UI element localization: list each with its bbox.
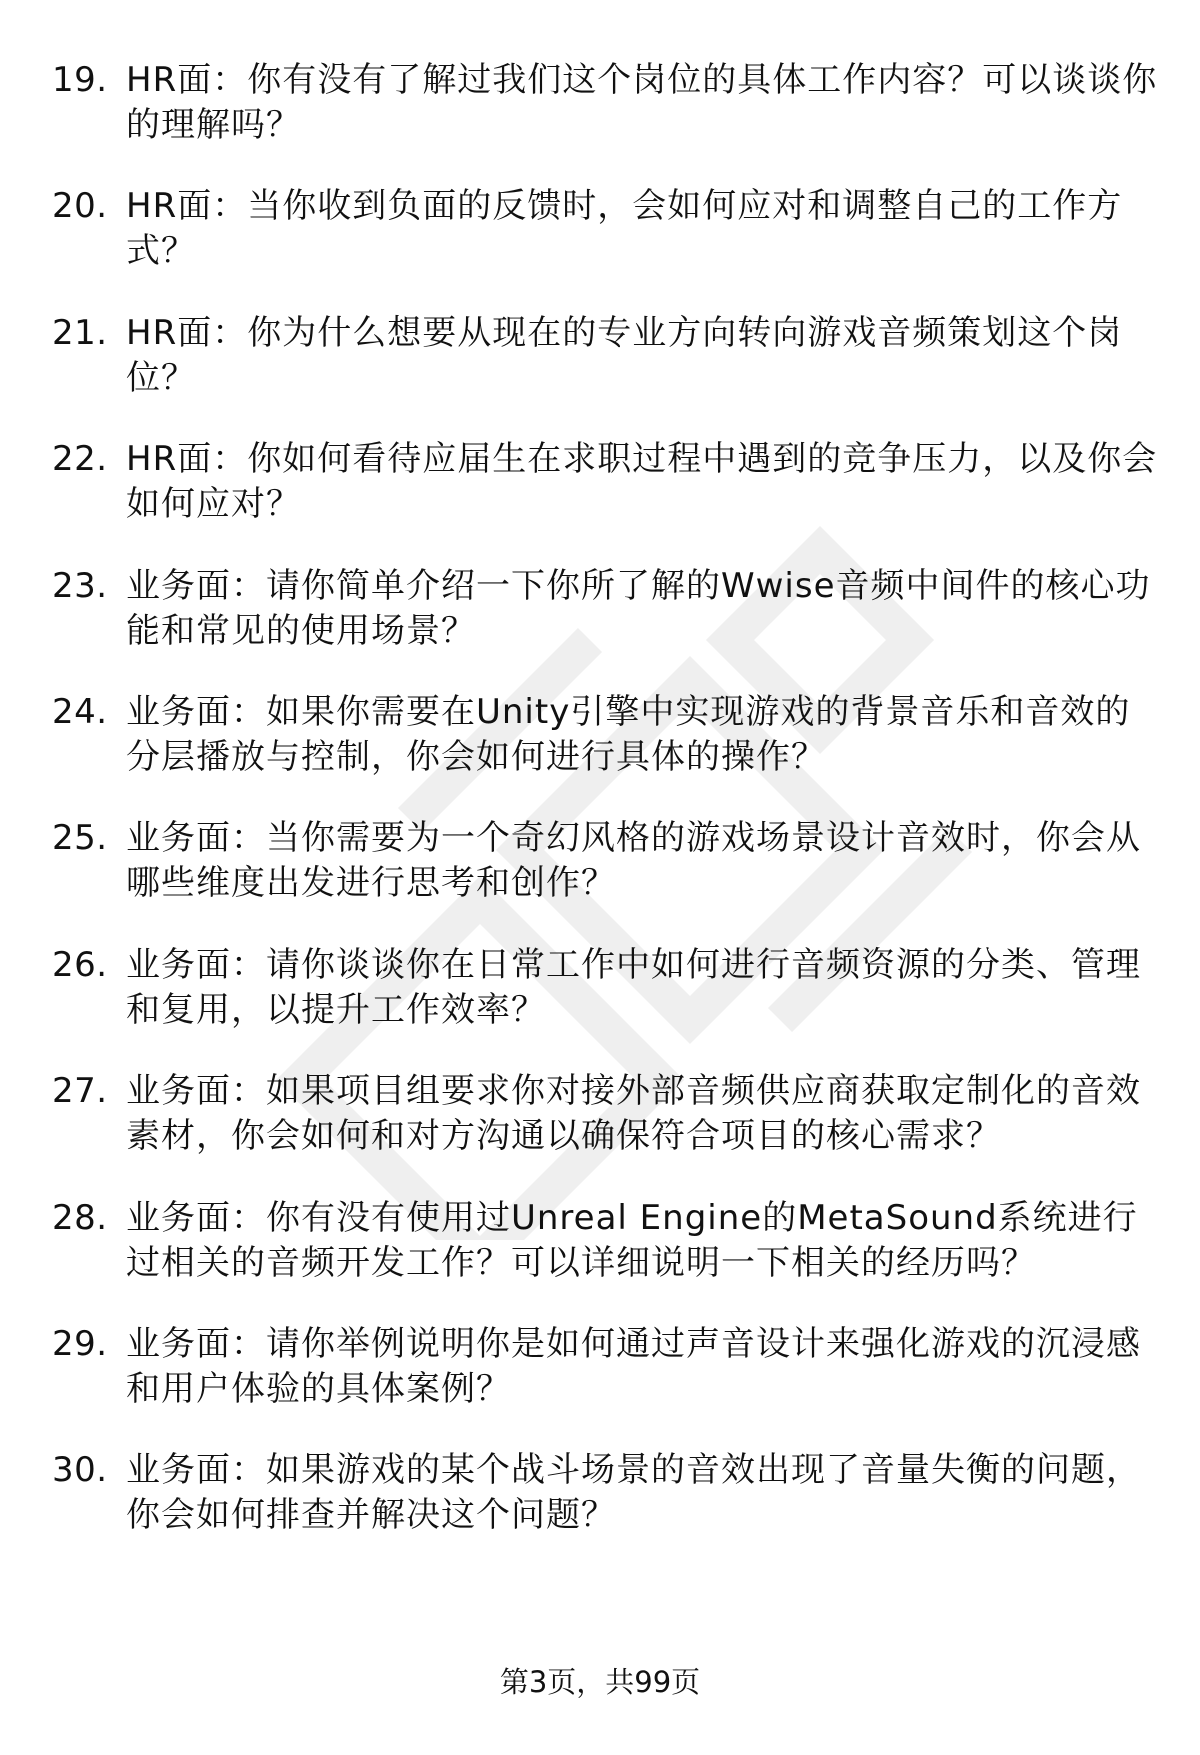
question-item	[52, 437, 1162, 527]
question-number: 19.	[52, 60, 108, 100]
question-item	[52, 943, 1162, 1033]
question-text: 业务面：如果游戏的某个战斗场景的音效出现了音量失衡的问题，你会如何排查并解决这个问题？	[126, 1450, 1141, 1536]
question-item	[52, 311, 1162, 401]
question-number: 28.	[52, 1197, 108, 1238]
question-item	[52, 564, 1162, 654]
question-text: HR面：当你收到负面的反馈时，会如何应对和调整自己的工作方式？	[126, 186, 1123, 272]
question-number: 21.	[52, 312, 108, 353]
question-text: HR面：你如何看待应届生在求职过程中遇到的竞争压力，以及你会如何应对？	[126, 439, 1158, 525]
question-text: HR面：你有没有了解过我们这个岗位的具体工作内容？可以谈谈你的理解吗？	[126, 60, 1158, 145]
question-item	[52, 1196, 1162, 1286]
question-number: 27.	[52, 1071, 108, 1112]
question-number: 29.	[52, 1323, 108, 1364]
question-number: 25.	[52, 818, 108, 859]
question-list	[52, 58, 1162, 1575]
question-text: 业务面：请你谈谈你在日常工作中如何进行音频资源的分类、管理和复用，以提升工作效率？	[126, 944, 1141, 1030]
question-text: 业务面：如果你需要在Unity引擎中实现游戏的背景音乐和音效的分层播放与控制，你会如何进行具体的操作？	[126, 691, 1131, 777]
question-text: 业务面：请你简单介绍一下你所了解的Wwise音频中间件的核心功能和常见的使用场景？	[126, 565, 1151, 651]
question-text: 业务面：如果项目组要求你对接外部音频供应商获取定制化的音效素材，你会如何和对方沟通以确保符合项目的核心需求？	[126, 1071, 1141, 1157]
question-number: 23.	[52, 565, 108, 606]
question-item	[52, 1448, 1162, 1538]
question-number: 30.	[52, 1450, 108, 1491]
question-number: 26.	[52, 944, 108, 985]
question-item	[52, 1069, 1162, 1159]
question-item	[52, 690, 1162, 780]
question-item	[52, 1322, 1162, 1412]
page-number-footer: 第3页，共99页	[499, 1665, 701, 1699]
question-number: 24.	[52, 691, 108, 732]
question-item	[52, 816, 1162, 906]
question-number: 22.	[52, 439, 108, 480]
question-item	[52, 58, 1162, 148]
question-number: 20.	[52, 186, 108, 227]
question-text: 业务面：你有没有使用过Unreal Engine的MetaSound系统进行过相关的音频开发工作？可以详细说明一下相关的经历吗？	[126, 1197, 1138, 1283]
question-text: HR面：你为什么想要从现在的专业方向转向游戏音频策划这个岗位？	[126, 312, 1123, 398]
question-text: 业务面：当你需要为一个奇幻风格的游戏场景设计音效时，你会从哪些维度出发进行思考和创作？	[126, 818, 1141, 904]
question-item	[52, 184, 1162, 274]
question-text: 业务面：请你举例说明你是如何通过声音设计来强化游戏的沉浸感和用户体验的具体案例？	[126, 1323, 1141, 1409]
